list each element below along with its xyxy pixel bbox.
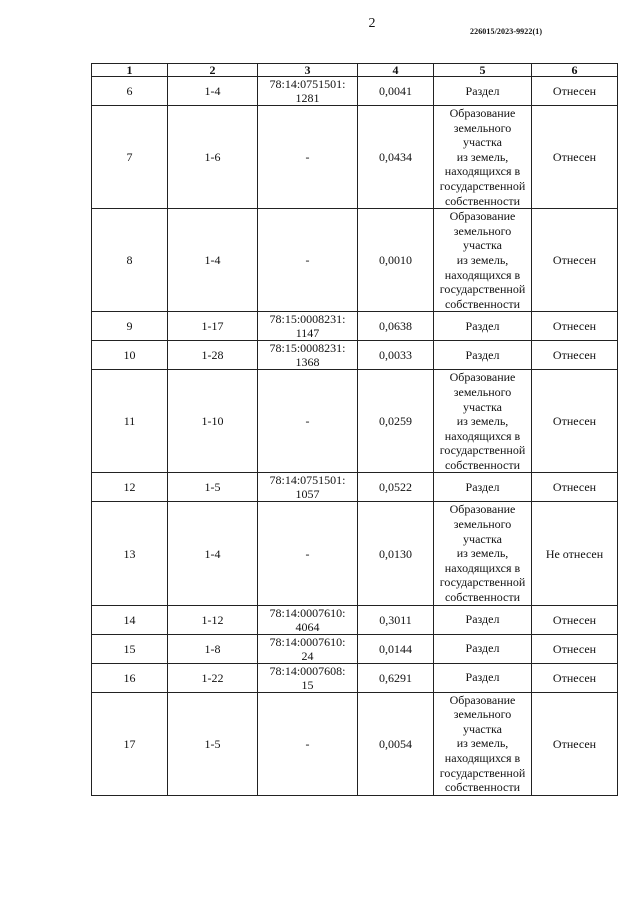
operation-kind-line: земельного xyxy=(453,707,512,722)
operation-kind-line: участка xyxy=(463,399,502,414)
cadastral-line: 1281 xyxy=(295,91,320,105)
column-header: 5 xyxy=(434,64,532,77)
table-row xyxy=(92,692,618,795)
operation-kind-line: собственности xyxy=(444,590,521,605)
cadastral-number-cell xyxy=(258,663,358,692)
operation-kind-line: из земель, xyxy=(456,414,509,429)
document-id: 226015/2023-9922(1) xyxy=(470,27,543,36)
cadastral-line: 78:14:0007610: xyxy=(269,634,346,649)
operation-kind-line: собственности xyxy=(444,780,521,795)
operation-kind-cell xyxy=(434,341,532,370)
cadastral-number-cell xyxy=(258,77,358,106)
status-cell: Отнесен xyxy=(532,634,618,663)
reference-cell: 1-10 xyxy=(168,370,258,473)
status-cell: Не отнесен xyxy=(532,502,618,605)
operation-kind-line: Образование xyxy=(449,106,516,120)
reference-cell: 1-5 xyxy=(168,473,258,502)
operation-kind-line: Раздел xyxy=(465,612,500,627)
status-cell: Отнесен xyxy=(532,77,618,106)
row-number-cell: 13 xyxy=(92,502,168,605)
table-row xyxy=(92,312,618,341)
operation-kind-line: участка xyxy=(463,135,502,150)
reference-cell: 1-28 xyxy=(168,341,258,370)
operation-kind-line: Образование xyxy=(449,692,516,707)
table-row xyxy=(92,605,618,634)
operation-kind-line: из земель, xyxy=(456,252,509,267)
operation-kind-line: находящихся в xyxy=(444,751,521,765)
operation-kind-cell xyxy=(434,605,532,634)
column-header: 3 xyxy=(258,64,358,77)
operation-kind-cell xyxy=(434,312,532,341)
area-cell: 0,0434 xyxy=(358,106,434,209)
area-cell: 0,0144 xyxy=(358,634,434,663)
reference-cell: 1-6 xyxy=(168,106,258,209)
cadastral-line: 4064 xyxy=(295,619,320,634)
operation-kind-line: собственности xyxy=(444,457,521,472)
row-number-cell: 17 xyxy=(92,692,168,795)
operation-kind-line: государственной xyxy=(439,178,526,193)
cadastral-number-cell xyxy=(258,370,358,473)
reference-cell: 1-8 xyxy=(168,634,258,663)
cadastral-line: - xyxy=(305,546,310,561)
operation-kind-line: Раздел xyxy=(465,319,500,334)
page-number: 2 xyxy=(368,16,376,31)
cadastral-number-cell xyxy=(258,341,358,370)
operation-kind-line: Раздел xyxy=(465,641,500,656)
cadastral-number-cell xyxy=(258,473,358,502)
cadastral-number-cell xyxy=(258,634,358,663)
table-row xyxy=(92,634,618,663)
row-number-cell: 16 xyxy=(92,663,168,692)
table-row xyxy=(92,106,618,209)
operation-kind-cell xyxy=(434,634,532,663)
cadastral-number-cell xyxy=(258,106,358,209)
operation-kind-cell xyxy=(434,209,532,312)
table-row xyxy=(92,663,618,692)
operation-kind-cell xyxy=(434,106,532,209)
cadastral-line: - xyxy=(305,736,310,751)
operation-kind-line: из земель, xyxy=(456,736,509,751)
status-cell: Отнесен xyxy=(532,106,618,209)
table-header-row xyxy=(92,64,618,77)
area-cell: 0,0054 xyxy=(358,692,434,795)
area-cell: 0,0259 xyxy=(358,370,434,473)
table-row xyxy=(92,341,618,370)
table-body xyxy=(92,77,618,796)
area-cell: 0,0638 xyxy=(358,312,434,341)
reference-cell: 1-4 xyxy=(168,77,258,106)
area-cell: 0,0041 xyxy=(358,77,434,106)
status-cell: Отнесен xyxy=(532,209,618,312)
cadastral-line: 24 xyxy=(301,648,314,663)
operation-kind-line: из земель, xyxy=(456,149,509,164)
cadastral-line: 78:14:0751501: xyxy=(269,473,346,488)
operation-kind-line: земельного xyxy=(453,120,512,135)
reference-cell: 1-22 xyxy=(168,663,258,692)
cadastral-line: 1057 xyxy=(295,487,320,502)
row-number-cell: 15 xyxy=(92,634,168,663)
operation-kind-line: Раздел xyxy=(465,348,500,363)
reference-cell: 1-12 xyxy=(168,605,258,634)
table-row xyxy=(92,473,618,502)
table-row xyxy=(92,209,618,312)
reference-cell: 1-4 xyxy=(168,209,258,312)
operation-kind-line: находящихся в xyxy=(444,164,521,179)
row-number-cell: 12 xyxy=(92,473,168,502)
row-number-cell: 10 xyxy=(92,341,168,370)
operation-kind-line: земельного xyxy=(453,517,512,532)
column-header: 6 xyxy=(532,64,618,77)
row-number-cell: 9 xyxy=(92,312,168,341)
area-cell: 0,0522 xyxy=(358,473,434,502)
operation-kind-line: государственной xyxy=(439,443,526,458)
operation-kind-line: государственной xyxy=(439,575,526,590)
column-header: 2 xyxy=(168,64,258,77)
cadastral-number-cell xyxy=(258,605,358,634)
reference-cell: 1-5 xyxy=(168,692,258,795)
cadastral-line: 15 xyxy=(301,677,314,692)
operation-kind-line: земельного xyxy=(453,223,512,238)
status-cell: Отнесен xyxy=(532,605,618,634)
cadastral-line: 1368 xyxy=(295,355,320,370)
operation-kind-line: из земель, xyxy=(456,546,509,561)
reference-cell: 1-4 xyxy=(168,502,258,605)
operation-kind-cell xyxy=(434,473,532,502)
operation-kind-line: участка xyxy=(463,531,502,546)
area-cell: 0,0010 xyxy=(358,209,434,312)
row-number-cell: 11 xyxy=(92,370,168,473)
operation-kind-line: находящихся в xyxy=(444,267,521,282)
reference-cell: 1-17 xyxy=(168,312,258,341)
operation-kind-line: Раздел xyxy=(465,480,500,495)
operation-kind-line: государственной xyxy=(439,282,526,297)
operation-kind-cell xyxy=(434,370,532,473)
status-cell: Отнесен xyxy=(532,473,618,502)
cadastral-line: - xyxy=(305,150,310,165)
cadastral-number-cell xyxy=(258,692,358,795)
table-row xyxy=(92,502,618,605)
column-header: 4 xyxy=(358,64,434,77)
column-header: 1 xyxy=(92,64,168,77)
status-cell: Отнесен xyxy=(532,692,618,795)
cadastral-line: 78:14:0751501: xyxy=(269,77,346,91)
row-number-cell: 6 xyxy=(92,77,168,106)
cadastral-line: 78:15:0008231: xyxy=(269,312,346,327)
operation-kind-line: земельного xyxy=(453,384,512,399)
operation-kind-line: Раздел xyxy=(465,83,500,98)
row-number-cell: 8 xyxy=(92,209,168,312)
cadastral-number-cell xyxy=(258,312,358,341)
status-cell: Отнесен xyxy=(532,370,618,473)
operation-kind-line: находящихся в xyxy=(444,428,521,443)
land-plots-table xyxy=(91,63,618,796)
row-number-cell: 7 xyxy=(92,106,168,209)
cadastral-line: 78:14:0007608: xyxy=(269,663,346,678)
operation-kind-line: собственности xyxy=(444,193,521,208)
cadastral-line: - xyxy=(305,253,310,268)
operation-kind-cell xyxy=(434,502,532,605)
row-number-cell: 14 xyxy=(92,605,168,634)
cadastral-number-cell xyxy=(258,502,358,605)
status-cell: Отнесен xyxy=(532,663,618,692)
status-cell: Отнесен xyxy=(532,341,618,370)
area-cell: 0,3011 xyxy=(358,605,434,634)
operation-kind-cell xyxy=(434,77,532,106)
cadastral-line: 1147 xyxy=(295,326,320,341)
cadastral-number-cell xyxy=(258,209,358,312)
cadastral-line: 78:15:0008231: xyxy=(269,341,346,356)
operation-kind-line: находящихся в xyxy=(444,560,521,575)
operation-kind-line: Образование xyxy=(449,370,516,385)
area-cell: 0,0033 xyxy=(358,341,434,370)
operation-kind-line: Образование xyxy=(449,502,516,517)
area-cell: 0,6291 xyxy=(358,663,434,692)
area-cell: 0,0130 xyxy=(358,502,434,605)
operation-kind-line: участка xyxy=(463,721,502,736)
status-cell: Отнесен xyxy=(532,312,618,341)
operation-kind-line: участка xyxy=(463,238,502,253)
operation-kind-cell xyxy=(434,692,532,795)
operation-kind-line: государственной xyxy=(439,765,526,780)
table-row xyxy=(92,370,618,473)
table-row xyxy=(92,77,618,106)
operation-kind-line: Образование xyxy=(449,209,516,224)
operation-kind-line: собственности xyxy=(444,296,521,311)
cadastral-line: - xyxy=(305,414,310,429)
operation-kind-cell xyxy=(434,663,532,692)
cadastral-line: 78:14:0007610: xyxy=(269,605,346,620)
operation-kind-line: Раздел xyxy=(465,670,500,685)
